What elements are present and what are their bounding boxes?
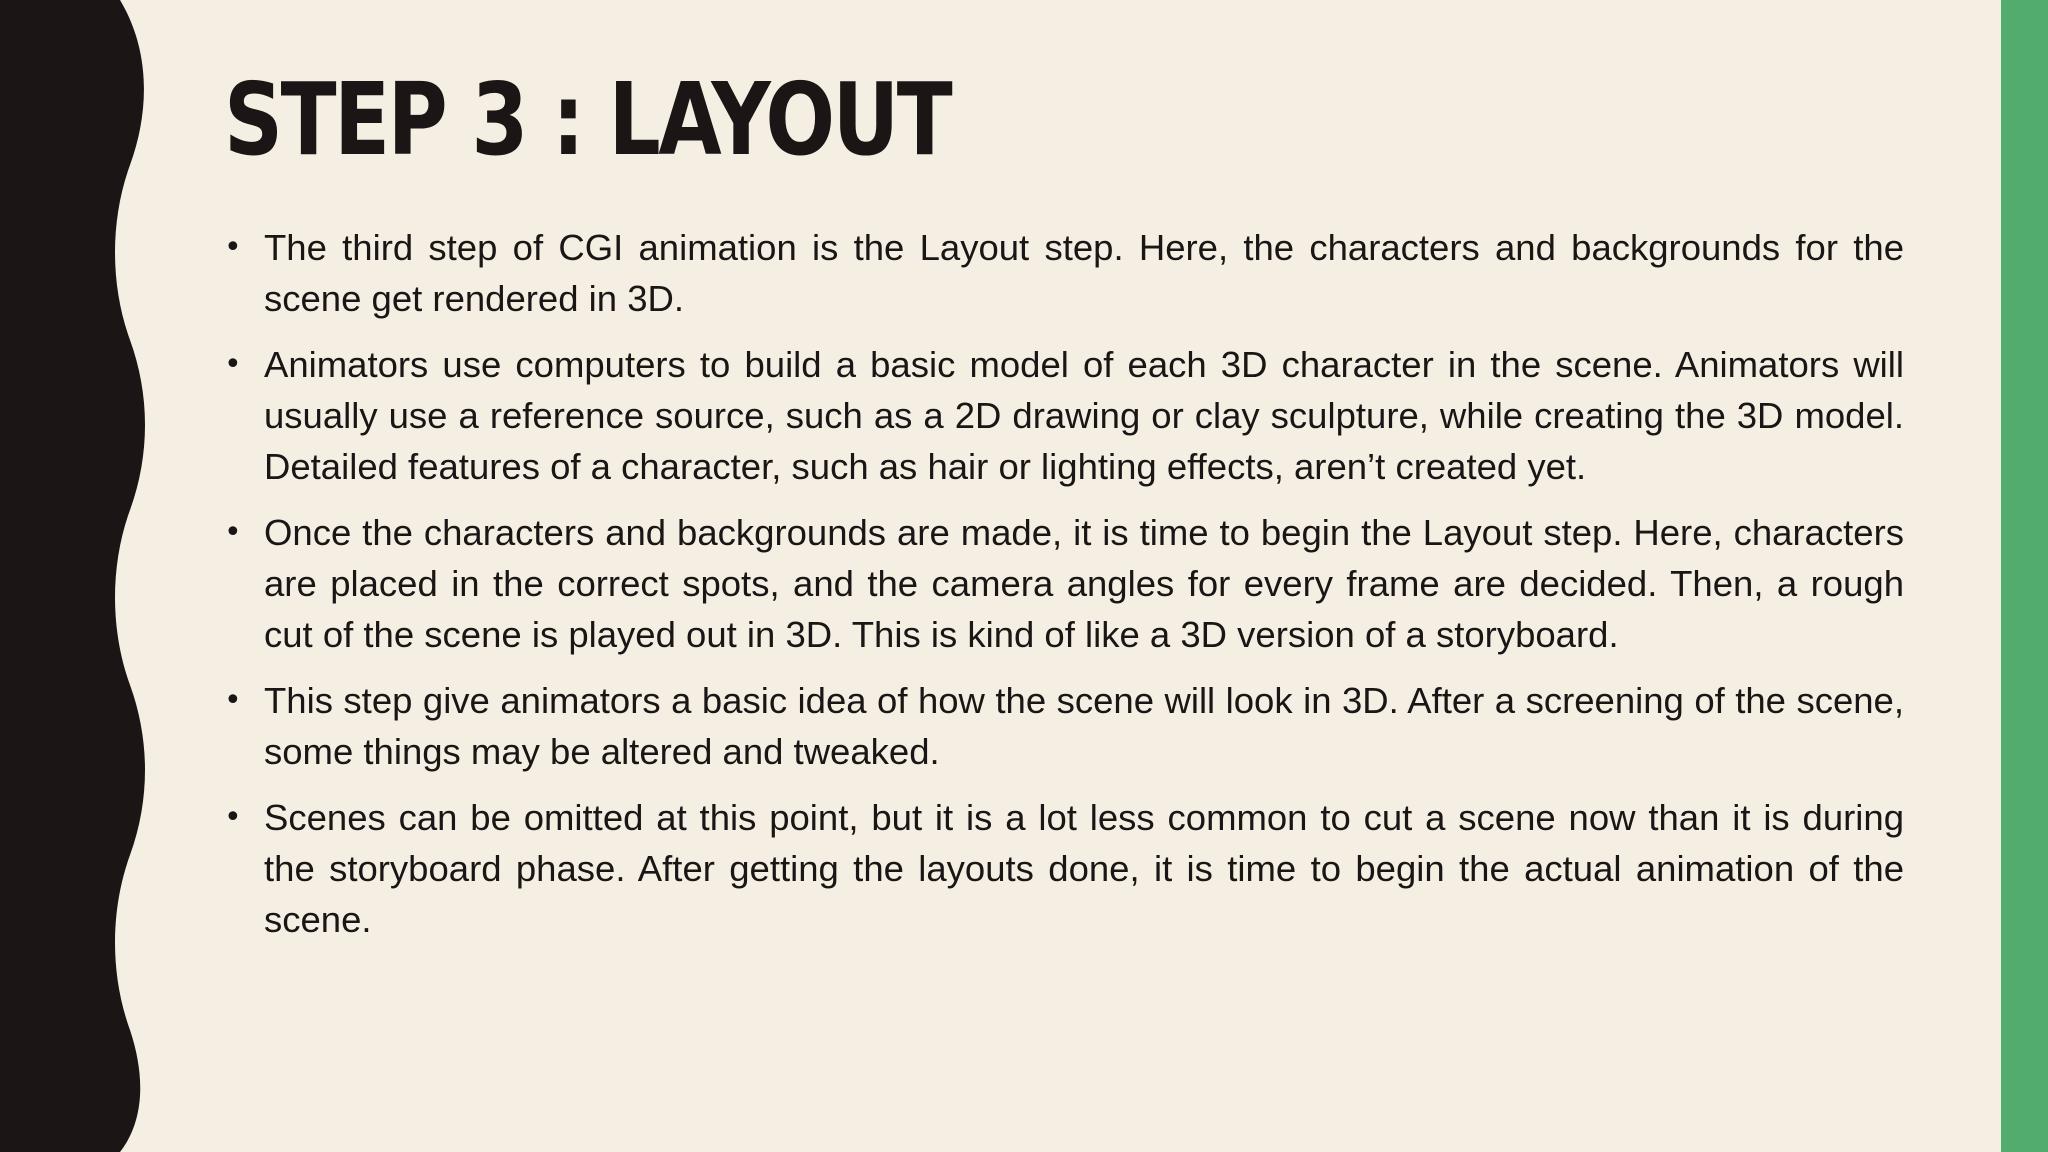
bullet-marker: • [224,515,242,550]
bullet-item [224,507,1904,660]
bullet-text: Once the characters and backgrounds are made, it is time to begin the Layout step. Here, characters are placed in the correct spots, and the camera angles for every frame are decided. Then, a rough cut of the scene is played out in 3D. This is kind of like a 3D version of a storyboard. [264,512,1904,655]
bullet-list [224,222,1904,960]
slide-title: STEP 3 : LAYOUT [224,61,951,178]
bullet-item [224,675,1904,777]
bullet-marker: • [224,347,242,382]
bullet-text: The third step of CGI animation is the Layout step. Here, the characters and backgrounds for the scene get rendered in 3D. [264,227,1904,319]
bullet-text: Scenes can be omitted at this point, but it is a lot less common to cut a scene now than it is during the storyboard phase. After getting the layouts done, it is time to begin the actual animation of the scene. [264,797,1904,940]
wavy-black-border [0,0,160,1152]
green-accent-bar [2001,0,2048,1152]
bullet-marker: • [224,683,242,718]
bullet-text: Animators use computers to build a basic model of each 3D character in the scene. Animators will usually use a reference source, such as a 2D drawing or clay sculpture, while creating the 3D model. Detailed features of a character, such as hair or lighting effects, aren’t created yet. [264,344,1904,487]
bullet-item [224,222,1904,324]
bullet-marker: • [224,230,242,265]
bullet-marker: • [224,800,242,835]
bullet-text: This step give animators a basic idea of how the scene will look in 3D. After a screening of the scene, some things may be altered and tweaked. [264,680,1904,772]
bullet-item [224,792,1904,945]
bullet-item [224,339,1904,492]
